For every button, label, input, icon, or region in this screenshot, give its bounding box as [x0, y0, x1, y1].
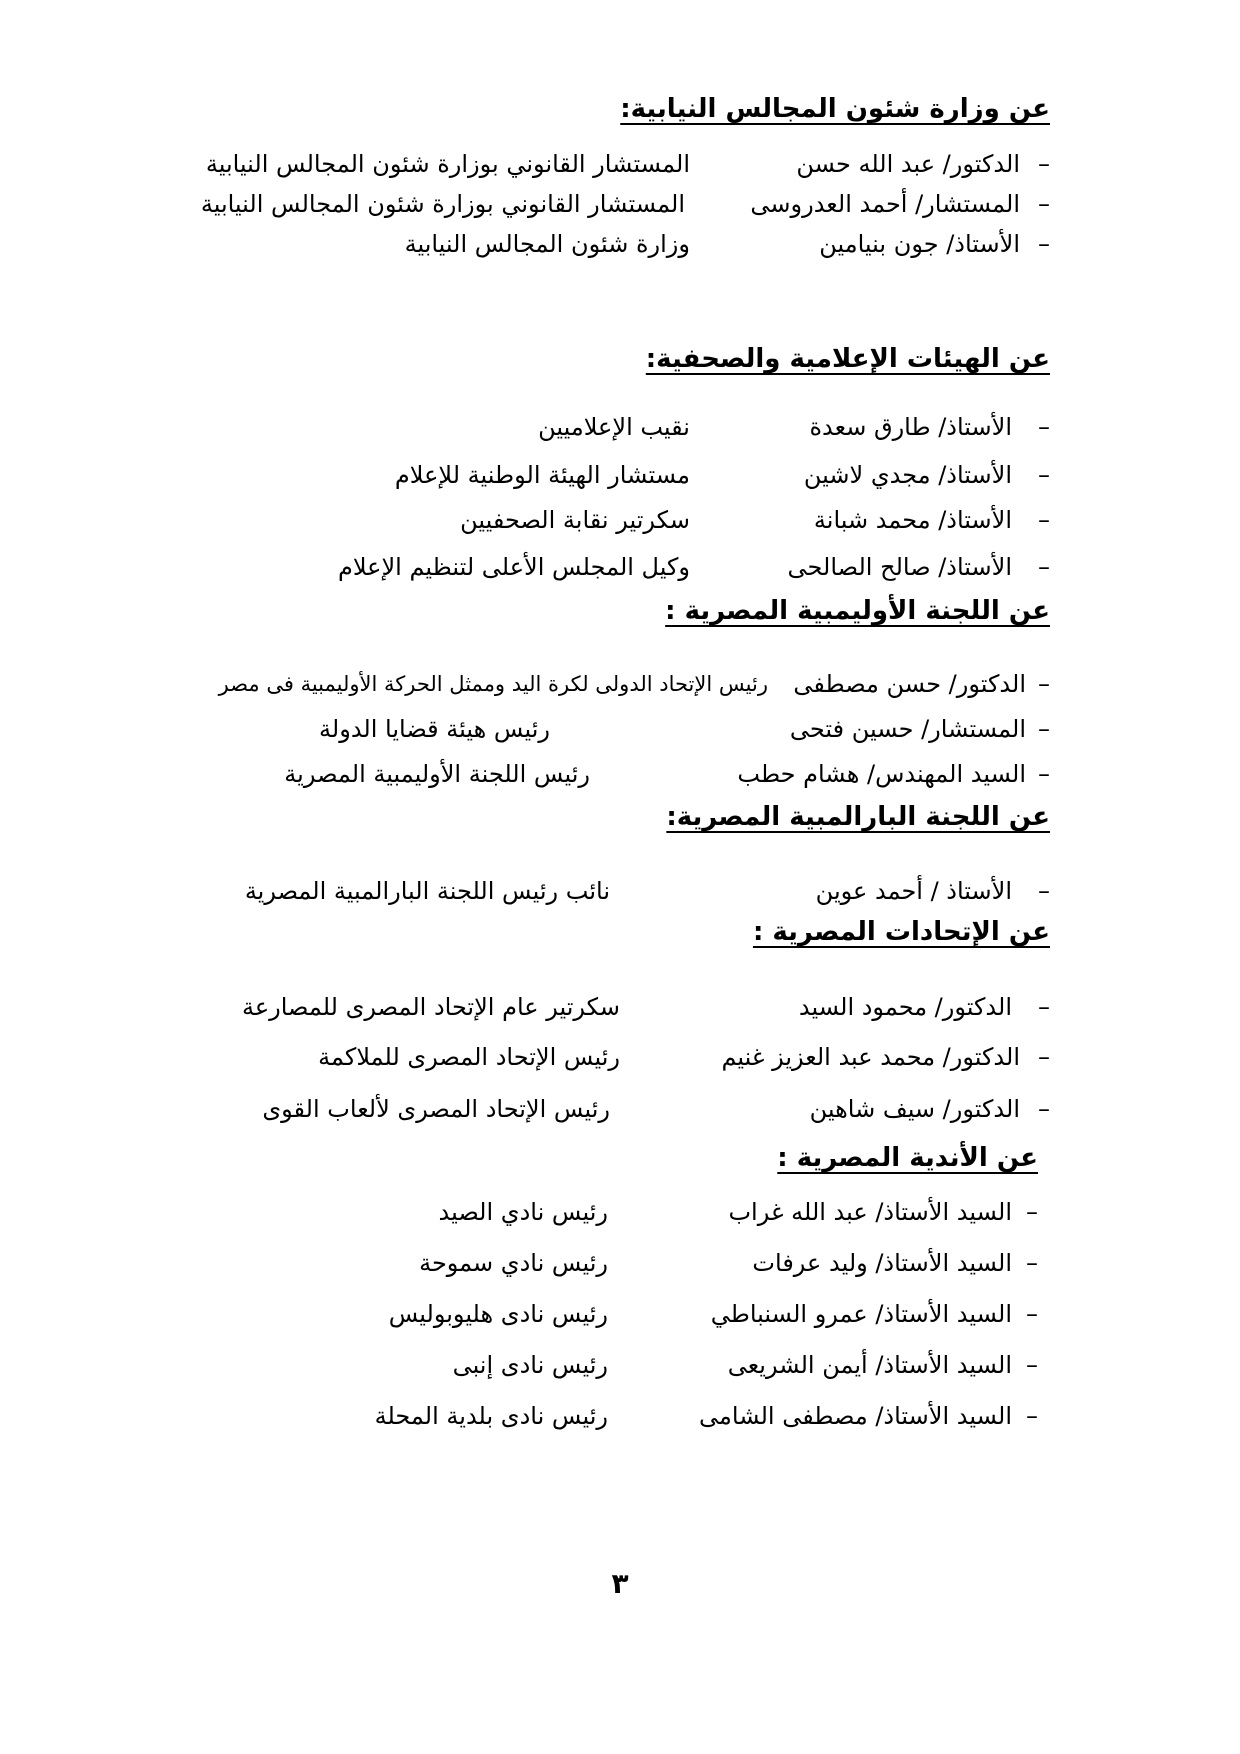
section-heading-federations: عن الإتحادات المصرية :	[752, 917, 1050, 947]
list-item	[150, 712, 1050, 746]
person-name: السيد المهندس/ هشام حطب	[737, 760, 1026, 788]
list-item	[150, 147, 1050, 181]
list-item	[138, 1348, 1038, 1382]
list-item	[150, 667, 1050, 701]
list-dash: –	[1038, 150, 1050, 178]
person-role: رئيس نادى بلدية المحلة	[374, 1402, 608, 1430]
person-role: رئيس نادي الصيد	[438, 1198, 608, 1226]
list-dash: –	[1038, 993, 1050, 1021]
list-item	[150, 503, 1050, 537]
list-item	[150, 757, 1050, 791]
list-dash: –	[1038, 413, 1050, 441]
person-name: الدكتور/ عبد الله حسن	[796, 150, 1020, 178]
list-item	[138, 1399, 1038, 1433]
person-name: السيد الأستاذ/ أيمن الشريعى	[727, 1351, 1012, 1379]
person-name: السيد الأستاذ/ عمرو السنباطي	[710, 1300, 1012, 1328]
list-dash: –	[1026, 1402, 1038, 1430]
list-dash: –	[1038, 553, 1050, 581]
person-name: الأستاذ/ جون بنيامين	[819, 230, 1020, 258]
list-dash: –	[1038, 1043, 1050, 1071]
list-dash: –	[1038, 877, 1050, 905]
list-dash: –	[1026, 1198, 1038, 1226]
person-name: الدكتور/ محمود السيد	[798, 993, 1012, 1021]
person-name: السيد الأستاذ/ وليد عرفات	[752, 1249, 1012, 1277]
list-dash: –	[1038, 670, 1050, 698]
list-dash: –	[1038, 715, 1050, 743]
section-heading-olympic-committee: عن اللجنة الأوليمبية المصرية :	[665, 596, 1050, 626]
person-role: مستشار الهيئة الوطنية للإعلام	[394, 461, 690, 489]
person-name: الأستاذ/ صالح الصالحى	[787, 553, 1012, 581]
list-item	[138, 1297, 1038, 1331]
person-role: المستشار القانوني بوزارة شئون المجالس النيابية	[200, 190, 685, 218]
list-item	[150, 990, 1050, 1024]
person-role: نقيب الإعلاميين	[538, 413, 690, 441]
person-name: السيد الأستاذ/ مصطفى الشامى	[699, 1402, 1012, 1430]
person-name: الأستاذ/ مجدي لاشين	[803, 461, 1012, 489]
person-role: رئيس الإتحاد الدولى لكرة اليد وممثل الحركة الأوليمبية فى مصر	[218, 672, 768, 696]
person-name: المستشار/ أحمد العدروسى	[750, 190, 1020, 218]
list-dash: –	[1038, 230, 1050, 258]
person-name: المستشار/ حسين فتحى	[789, 715, 1026, 743]
list-item	[150, 1092, 1050, 1126]
person-name: الدكتور/ محمد عبد العزيز غنيم	[721, 1043, 1020, 1071]
person-role: رئيس نادى هليوبوليس	[388, 1300, 608, 1328]
list-dash: –	[1038, 1095, 1050, 1123]
list-item	[150, 458, 1050, 492]
section-heading-parliamentary-affairs: عن وزارة شئون المجالس النيابية:	[620, 94, 1050, 124]
list-dash: –	[1026, 1300, 1038, 1328]
list-dash: –	[1038, 461, 1050, 489]
list-item	[150, 227, 1050, 261]
list-dash: –	[1026, 1249, 1038, 1277]
person-role: رئيس اللجنة الأوليمبية المصرية	[284, 760, 590, 788]
person-name: الأستاذ/ طارق سعدة	[809, 413, 1012, 441]
list-item	[150, 410, 1050, 444]
person-role: رئيس الإتحاد المصرى للملاكمة	[318, 1043, 620, 1071]
list-dash: –	[1038, 506, 1050, 534]
person-role: وكيل المجلس الأعلى لتنظيم الإعلام	[337, 553, 690, 581]
person-role: رئيس هيئة قضايا الدولة	[319, 715, 550, 743]
list-dash: –	[1038, 190, 1050, 218]
person-name: السيد الأستاذ/ عبد الله غراب	[728, 1198, 1012, 1226]
list-item	[150, 1040, 1050, 1074]
section-heading-media-press: عن الهيئات الإعلامية والصحفية:	[645, 344, 1050, 374]
section-heading-paralympic-committee: عن اللجنة البارالمبية المصرية:	[666, 802, 1050, 832]
person-role: المستشار القانوني بوزارة شئون المجالس النيابية	[205, 150, 690, 178]
page-number: ٣	[611, 1567, 629, 1600]
person-role: رئيس نادى إنبى	[452, 1351, 608, 1379]
person-role: وزارة شئون المجالس النيابية	[404, 230, 690, 258]
list-item	[138, 1246, 1038, 1280]
person-role: سكرتير نقابة الصحفيين	[460, 506, 690, 534]
person-role: رئيس الإتحاد المصرى لألعاب القوى	[262, 1095, 610, 1123]
person-name: الأستاذ/ محمد شبانة	[813, 506, 1012, 534]
person-name: الدكتور/ حسن مصطفى	[793, 670, 1026, 698]
list-item	[150, 550, 1050, 584]
list-item	[150, 874, 1050, 908]
person-name: الدكتور/ سيف شاهين	[809, 1095, 1020, 1123]
section-heading-clubs: عن الأندية المصرية :	[777, 1143, 1038, 1173]
person-role: نائب رئيس اللجنة البارالمبية المصرية	[244, 877, 610, 905]
person-role: سكرتير عام الإتحاد المصرى للمصارعة	[241, 993, 620, 1021]
list-dash: –	[1026, 1351, 1038, 1379]
list-item	[150, 187, 1050, 221]
person-role: رئيس نادي سموحة	[419, 1249, 608, 1277]
list-dash: –	[1038, 760, 1050, 788]
person-name: الأستاذ / أحمد عوين	[815, 877, 1012, 905]
list-item	[138, 1195, 1038, 1229]
